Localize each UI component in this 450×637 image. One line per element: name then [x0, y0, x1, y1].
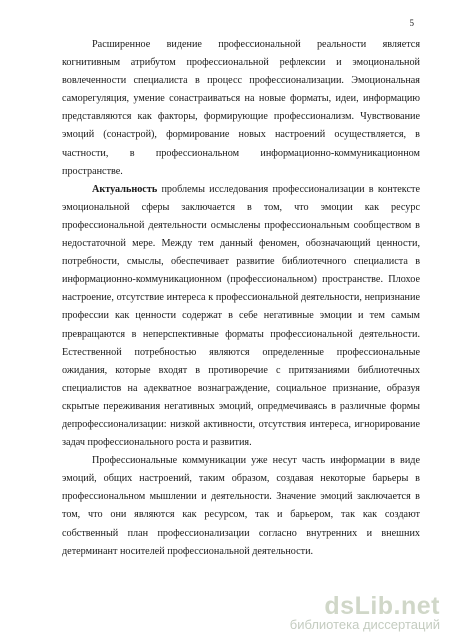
document-body	[62, 36, 420, 561]
watermark-caption: библиотека диссертаций	[289, 617, 440, 632]
paragraph-3	[62, 452, 420, 561]
paragraph-2-bold-lead: Актуальность	[92, 183, 158, 195]
watermark-logo: dsLib.net	[324, 592, 440, 620]
paragraph-3-text: Профессиональные коммуникации уже несут часть информации в виде эмоций, общих настроений, таким образом, создавая некоторые барьеры в профессиональном мышлении и деятельности. Значение эмоций заключается в том, что они являются как ресурсом, так и барьером, так как создают собственный план профессионализации согласно внутренних и внешних детерминант носителей профессиональной деятельности.	[62, 455, 420, 557]
page-number: 5	[409, 18, 414, 28]
watermark	[290, 594, 440, 632]
paragraph-1	[62, 36, 420, 181]
paragraph-2-text: проблемы исследования профессионализации в контексте эмоциональной сферы заключается в том, что эмоции как ресурс профессиональной деятельности осмыслены профессиональным сообществом в недостаточной мере. Между тем данный феномен, обозначающий ценности, потребности, смыслы, обеспечивает развитие библиотечного специалиста в информационно-коммуникационном (профессиональном) пространстве. Плохое настроение, отсутствие интереса к профессиональной деятельности, непризнание профессии как ценности содержат в себе негативные эмоции и тем самым превращаются в неперспективные форматы профессиональной деятельности. Естественной потребностью являются определенные профессиональные ожидания, которые входят в противоречие с притязаниями библиотечных специалистов на адекватное вознаграждение, социальное признание, образуя скрытые переживания негативных эмоций, опредмечиваясь в различные формы депрофессионализации: низкой активности, отсутствия интереса, игнорирование задач профессионального роста и развития.	[62, 183, 420, 449]
paragraph-2	[62, 181, 420, 452]
paragraph-1-text: Расширенное видение профессиональной реальности является когнитивным атрибутом профессиональной рефлексии и эмоциональной вовлеченности специалиста в процесс профессионализации. Эмоциональная саморегуляция, умение сонастраиваться на новые форматы, идеи, информацию представляются как факторы, формирующие профессионализм. Чувствование эмоций (сонастрой), формирование новых настроений осуществляется, в частности, в профессиональном информационно-коммуникационном пространстве.	[62, 39, 420, 177]
